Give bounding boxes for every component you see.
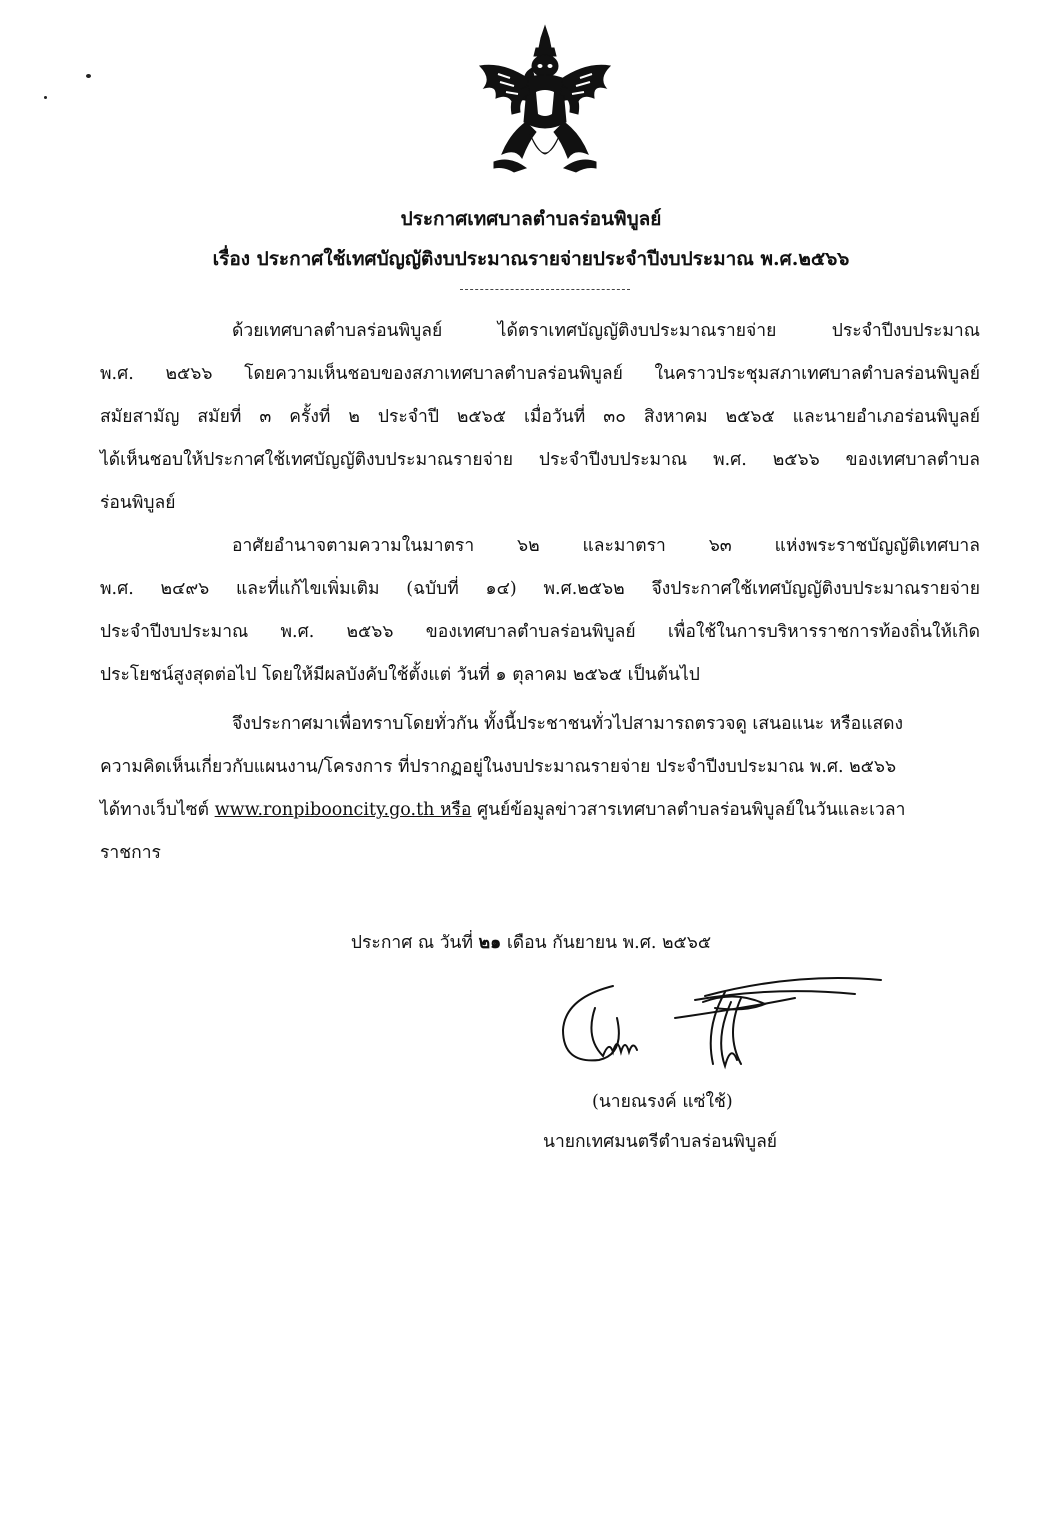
- garuda-emblem: [470, 22, 620, 174]
- paragraph-1-line-1: ด้วยเทศบาลตำบลร่อนพิบูลย์ ได้ตราเทศบัญญัติงบประมาณรายจ่าย ประจำปีงบประมาณ: [232, 321, 980, 341]
- paragraph-1-line-5: ร่อนพิบูลย์: [100, 493, 176, 513]
- signatory-name: (นายณรงค์ แซ่ใช้): [592, 1092, 733, 1112]
- title-separator: [460, 289, 630, 290]
- paragraph-1-line-4: ได้เห็นชอบให้ประกาศใช้เทศบัญญัติงบประมาณรายจ่าย ประจำปีงบประมาณ พ.ศ. ๒๕๖๖ ของเทศบาลตำบล: [100, 450, 980, 470]
- paragraph-2-line-3: ประจำปีงบประมาณ พ.ศ. ๒๕๖๖ ของเทศบาลตำบลร่อนพิบูลย์ เพื่อใช้ในการบริหารราชการท้องถิ่นให้เกิด: [100, 622, 980, 642]
- website-link[interactable]: www.ronpibooncity.go.th หรือ: [214, 800, 472, 820]
- signatory-position: นายกเทศมนตรีตำบลร่อนพิบูลย์: [543, 1132, 778, 1152]
- paragraph-3-line-4: ราชการ: [100, 843, 161, 863]
- paragraph-2-line-4: ประโยชน์สูงสุดต่อไป โดยให้มีผลบังคับใช้ตั้งแต่ วันที่ ๑ ตุลาคม ๒๕๖๕ เป็นต้นไป: [100, 665, 700, 685]
- paragraph-1-line-2: พ.ศ. ๒๕๖๖ โดยความเห็นชอบของสภาเทศบาลตำบลร่อนพิบูลย์ ในคราวประชุมสภาเทศบาลตำบลร่อนพิบูลย์: [100, 364, 980, 384]
- date-suffix: เดือน กันยายน พ.ศ. ๒๕๖๕: [501, 933, 712, 953]
- paragraph-2-line-1: อาศัยอำนาจตามความในมาตรา ๖๒ และมาตรา ๖๓ แห่งพระราชบัญญัติเทศบาล: [232, 536, 980, 556]
- announcement-date: [0, 928, 1062, 956]
- paragraph-3-line-3: [100, 798, 960, 822]
- handwritten-signature: [555, 968, 885, 1078]
- scan-speck: [86, 74, 91, 78]
- paragraph-3-line-1: จึงประกาศมาเพื่อทราบโดยทั่วกัน ทั้งนี้ประชาชนทั่วไปสามารถตรวจดู เสนอแนะ หรือแสดง: [232, 714, 904, 734]
- paragraph-1-line-3: สมัยสามัญ สมัยที่ ๓ ครั้งที่ ๒ ประจำปี ๒๕๖๕ เมื่อวันที่ ๓๐ สิงหาคม ๒๕๖๕ และนายอำเภอร่อนพิบูลย์: [100, 407, 980, 427]
- website-prefix: ได้ทางเว็บไซต์: [100, 800, 215, 820]
- scan-speck: [44, 96, 47, 99]
- announcement-subject: เรื่อง ประกาศใช้เทศบัญญัติงบประมาณรายจ่ายประจำปีงบประมาณ พ.ศ.๒๕๖๖: [212, 248, 850, 270]
- paragraph-2-line-2: พ.ศ. ๒๔๙๖ และที่แก้ไขเพิ่มเติม (ฉบับที่ ๑๔) พ.ศ.๒๕๖๒ จึงประกาศใช้เทศบัญญัติงบประมาณรายจ่าย: [100, 579, 980, 599]
- date-day: ๒๑: [478, 933, 502, 953]
- website-suffix: ศูนย์ข้อมูลข่าวสารเทศบาลตำบลร่อนพิบูลย์ในวันและเวลา: [471, 800, 906, 820]
- paragraph-3-line-2: ความคิดเห็นเกี่ยวกับแผนงาน/โครงการ ที่ปรากฏอยู่ในงบประมาณรายจ่าย ประจำปีงบประมาณ พ.ศ. ๒๕๖๖: [100, 757, 897, 777]
- date-prefix: ประกาศ ณ วันที่: [350, 933, 479, 953]
- announcement-title: ประกาศเทศบาลตำบลร่อนพิบูลย์: [400, 208, 662, 230]
